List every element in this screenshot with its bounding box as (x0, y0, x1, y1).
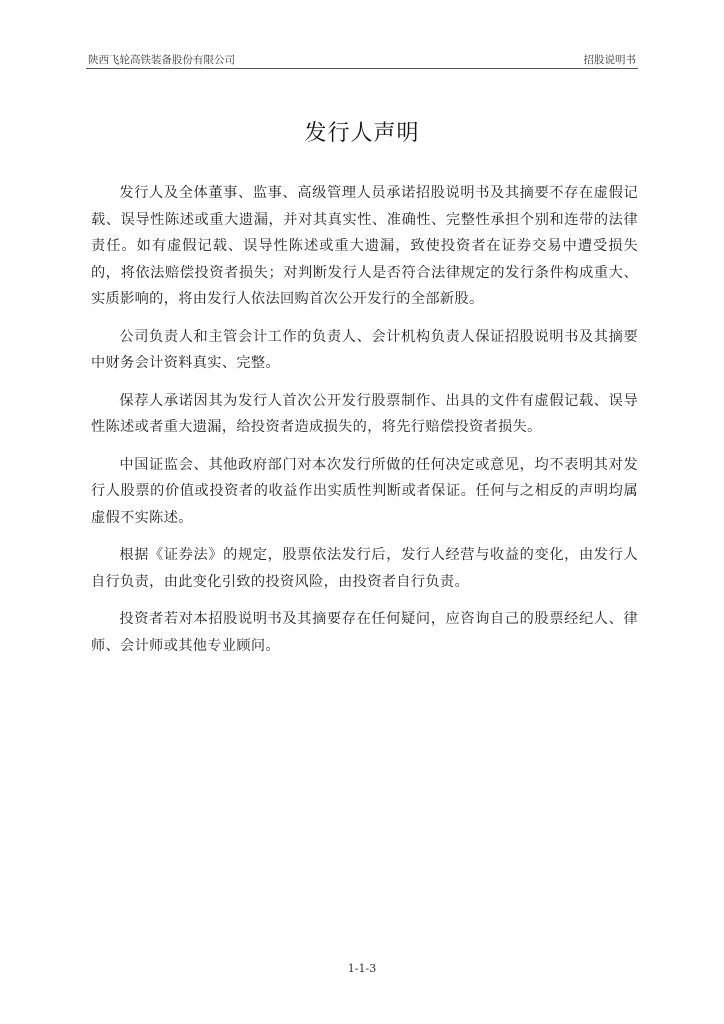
header-document-type: 招股说明书 (583, 54, 636, 66)
paragraph-issuer-commitment: 发行人及全体董事、监事、高级管理人员承诺招股说明书及其摘要不存在虚假记载、误导性陈述或重大遗漏，并对其真实性、准确性、完整性承担个别和连带的法律责任。如有虚假记载、误导性陈述或重大遗漏，致使投资者在证券交易中遭受损失的，将依法赔偿投资者损失；对判断发行人是否符合法律规定的发行条件构成重大、实质影响的，将由发行人依法回购首次公开发行的全部新股。 (91, 185, 638, 307)
statement-body (91, 180, 638, 670)
paragraph-regulator-disclaimer: 中国证监会、其他政府部门对本次发行所做的任何决定或意见，均不表明其对发行人股票的价值或投资者的收益作出实质性判断或者保证。任何与之相反的声明均属虚假不实陈述。 (91, 456, 638, 526)
page-number: 1-1-3 (347, 962, 377, 975)
paragraph-financial-accuracy: 公司负责人和主管会计工作的负责人、会计机构负责人保证招股说明书及其摘要中财务会计资料真实、完整。 (91, 328, 638, 371)
page-header (86, 50, 638, 69)
paragraph-investor-advice: 投资者若对本招股说明书及其摘要存在任何疑问，应咨询自己的股票经纪人、律师、会计师或其他专业顾问。 (91, 611, 638, 654)
page-title: 发行人声明 (304, 121, 420, 146)
header-company-name: 陕西飞轮高铁装备股份有限公司 (88, 54, 235, 66)
paragraph-sponsor-commitment: 保荐人承诺因其为发行人首次公开发行股票制作、出具的文件有虚假记载、误导性陈述或者重大遗漏，给投资者造成损失的，将先行赔偿投资者损失。 (91, 392, 638, 435)
paragraph-investment-risk: 根据《证券法》的规定，股票依法发行后，发行人经营与收益的变化，由发行人自行负责，由此变化引致的投资风险，由投资者自行负责。 (91, 547, 638, 590)
